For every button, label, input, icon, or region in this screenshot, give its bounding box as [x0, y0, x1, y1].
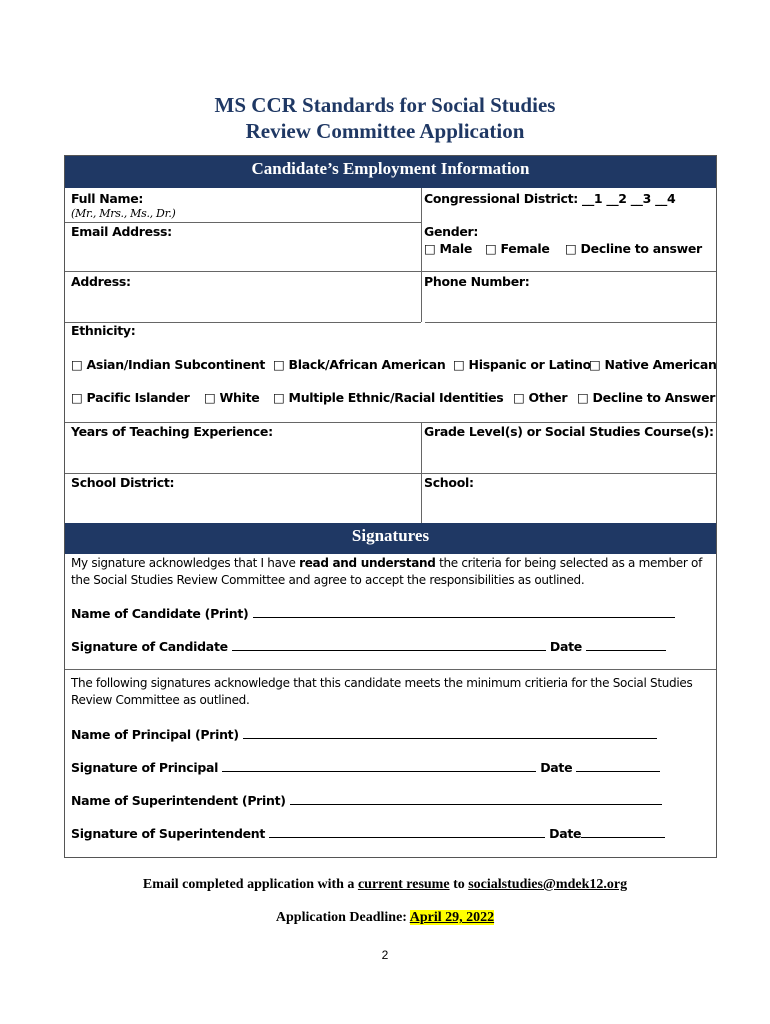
- address-label[interactable]: Address:: [71, 274, 131, 289]
- school-district-label[interactable]: School District:: [71, 475, 175, 490]
- ethnicity-decline-checkbox[interactable]: □ Decline to Answer: [577, 390, 716, 405]
- ethnicity-multiple-checkbox[interactable]: □ Multiple Ethnic/Racial Identities: [273, 390, 504, 405]
- congressional-district-field[interactable]: Congressional District: __1 __2 __3 __4: [424, 191, 676, 206]
- row-divider: [65, 669, 716, 670]
- employment-section-header: Candidate’s Employment Information: [65, 156, 716, 188]
- candidate-name-line[interactable]: Name of Candidate (Print): [71, 606, 675, 621]
- ethnicity-black-checkbox[interactable]: □ Black/African American: [273, 357, 446, 372]
- row-divider: [65, 473, 716, 474]
- ethnicity-native-checkbox[interactable]: □ Native American: [589, 357, 717, 372]
- gender-female-checkbox[interactable]: □ Female: [485, 241, 550, 256]
- principal-name-line[interactable]: Name of Principal (Print): [71, 727, 657, 742]
- email-address-label[interactable]: Email Address:: [71, 224, 172, 239]
- email-link[interactable]: socialstudies@mdek12.org: [468, 877, 628, 892]
- candidate-acknowledgement: My signature acknowledges that I have read and understand the criteria for being selected as a member of: [71, 556, 702, 570]
- endorsement-acknowledgement-line2: Review Committee as outlined.: [71, 693, 250, 707]
- ethnicity-hispanic-checkbox[interactable]: □ Hispanic or Latino: [453, 357, 591, 372]
- row-divider: [65, 322, 716, 323]
- years-teaching-label[interactable]: Years of Teaching Experience:: [71, 424, 273, 439]
- title-line-2: Review Committee Application: [245, 119, 525, 143]
- candidate-acknowledgement-line2: the Social Studies Review Committee and agree to accept the responsibilities as outlined.: [71, 573, 585, 587]
- page-number: 2: [381, 948, 389, 962]
- row-divider: [65, 422, 716, 423]
- ethnicity-white-checkbox[interactable]: □ White: [204, 390, 260, 405]
- row-divider: [65, 271, 716, 272]
- current-resume-text: current resume: [357, 877, 450, 892]
- row-divider: [65, 222, 421, 223]
- ethnicity-asian-checkbox[interactable]: □ Asian/Indian Subcontinent: [71, 357, 266, 372]
- application-form: [64, 155, 717, 858]
- gender-label: Gender:: [424, 224, 479, 239]
- principal-signature-line[interactable]: Signature of Principal Date: [71, 760, 660, 775]
- grade-level-label[interactable]: Grade Level(s) or Social Studies Course(s):: [424, 424, 714, 439]
- gender-decline-checkbox[interactable]: □ Decline to answer: [565, 241, 702, 256]
- signatures-section-header: Signatures: [65, 523, 716, 554]
- full-name-label[interactable]: Full Name:: [71, 191, 144, 206]
- deadline-date: April 29, 2022: [409, 910, 495, 925]
- gender-male-checkbox[interactable]: □ Male: [424, 241, 472, 256]
- email-instructions: Email completed application with a current resume to socialstudies@mdek12.org: [142, 877, 628, 892]
- ethnicity-label: Ethnicity:: [71, 323, 136, 338]
- ethnicity-pacific-checkbox[interactable]: □ Pacific Islander: [71, 390, 190, 405]
- full-name-hint: (Mr., Mrs., Ms., Dr.): [71, 207, 176, 220]
- application-deadline: Application Deadline: April 29, 2022: [275, 910, 495, 925]
- superintendent-signature-line[interactable]: Signature of Superintendent Date: [71, 826, 665, 841]
- title-line-1: MS CCR Standards for Social Studies: [214, 93, 556, 117]
- endorsement-acknowledgement: The following signatures acknowledge that this candidate meets the minimum critieria for the Social Studies: [71, 676, 693, 690]
- ethnicity-row-mask: [421, 322, 425, 422]
- ethnicity-other-checkbox[interactable]: □ Other: [513, 390, 568, 405]
- superintendent-name-line[interactable]: Name of Superintendent (Print): [71, 793, 662, 808]
- phone-number-label[interactable]: Phone Number:: [424, 274, 530, 289]
- school-label[interactable]: School:: [424, 475, 474, 490]
- candidate-signature-line[interactable]: Signature of Candidate Date: [71, 639, 666, 654]
